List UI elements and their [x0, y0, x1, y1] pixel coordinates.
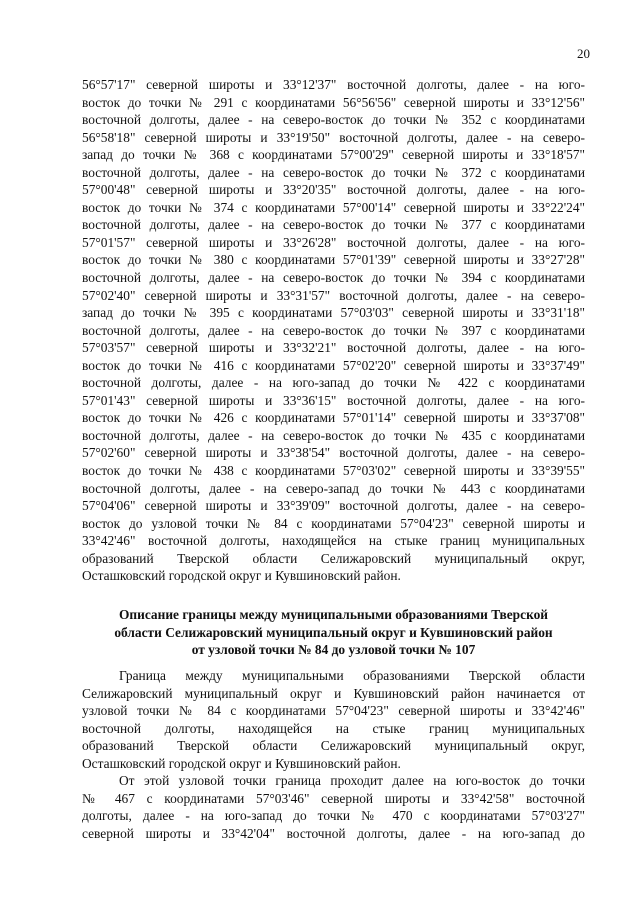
- heading-line: области Селижаровский муниципальный округ и Кувшиновский район: [114, 624, 553, 640]
- text-line: 56°58'18" северной широты и 33°19'50" восточной долготы, далее - на северо-: [82, 129, 585, 145]
- text-line: узловой точки № 84 с координатами 57°04'23" северной широты и 33°42'46": [82, 703, 585, 719]
- text-line: 57°01'57" северной широты и 33°26'28" восточной долготы, далее - на юго-: [82, 234, 585, 250]
- heading-line: Описание границы между муниципальными образованиями Тверской: [118, 607, 549, 622]
- page-number: 20: [577, 46, 590, 61]
- text-line: восток до точки № 426 с координатами 57°01'14" северной широты и 33°37'08": [82, 410, 585, 426]
- text-line: восточной долготы, далее - на северо-восток до точки № 435 с координатами: [82, 427, 585, 443]
- text-line: 57°01'43" северной широты и 33°36'15" восточной долготы, далее - на юго-: [82, 392, 585, 408]
- text-line: восточной долготы, находящейся на стыке границ муниципальных: [82, 720, 585, 736]
- text-line: северной широты и 33°42'04" восточной долготы, далее - на юго-запад до: [82, 825, 585, 841]
- text-line: образований Тверской области Селижаровский муниципальный округ,: [82, 738, 585, 754]
- text-line: восточной долготы, далее - на северо-восток до точки № 377 с координатами: [82, 217, 585, 233]
- text-line: восток до точки № 291 с координатами 56°56'56" северной широты и 33°12'56": [82, 94, 585, 110]
- paragraph-continuation: [82, 76, 585, 585]
- text-line: восток до точки № 374 с координатами 57°00'14" северной широты и 33°22'24": [82, 199, 585, 215]
- text-line: восток до точки № 416 с координатами 57°02'20" северной широты и 33°37'49": [82, 357, 585, 373]
- text-line: восток до узловой точки № 84 с координатами 57°04'23" северной широты и: [82, 515, 585, 531]
- text-line: Осташковский городской округ и Кувшиновский район.: [82, 568, 401, 584]
- section-body: [82, 667, 585, 842]
- text-line: восточной долготы, далее - на северо-восток до точки № 372 с координатами: [82, 164, 585, 180]
- text-line: восточной долготы, далее - на юго-запад до точки № 422 с координатами: [82, 375, 585, 391]
- text-line: Селижаровский муниципальный округ и Кувшиновский район начинается от: [82, 685, 585, 701]
- text-line: 57°02'40" северной широты и 33°31'57" восточной долготы, далее - на северо-: [82, 287, 585, 303]
- text-line: образований Тверской области Селижаровский муниципальный округ,: [82, 550, 585, 566]
- text-line: восточной долготы, далее - на северо-восток до точки № 352 с координатами: [82, 112, 585, 128]
- heading-line: от узловой точки № 84 до узловой точки № 107: [191, 642, 476, 658]
- text-line: восток до точки № 438 с координатами 57°03'02" северной широты и 33°39'55": [82, 463, 585, 479]
- text-line: восток до точки № 380 с координатами 57°01'39" северной широты и 33°27'28": [82, 252, 585, 268]
- text-line: 57°03'57" северной широты и 33°32'21" восточной долготы, далее - на юго-: [82, 340, 585, 356]
- text-line: 57°00'48" северной широты и 33°20'35" восточной долготы, далее - на юго-: [82, 182, 585, 198]
- text-line: Граница между муниципальными образованиями Тверской области: [119, 668, 585, 683]
- text-line: запад до точки № 368 с координатами 57°00'29" северной широты и 33°18'57": [82, 147, 585, 163]
- text-line: долготы, далее - на юго-запад до точки № 470 с координатами 57°03'27": [82, 808, 585, 824]
- text-line: восточной долготы, далее - на северо-восток до точки № 397 с координатами: [82, 322, 585, 338]
- text-line: Осташковский городской округ и Кувшиновский район.: [82, 755, 401, 771]
- text-line: запад до точки № 395 с координатами 57°03'03" северной широты и 33°31'18": [82, 305, 585, 321]
- text-line: восточной долготы, далее - на северо-восток до точки № 394 с координатами: [82, 270, 585, 286]
- text-line: 57°04'06" северной широты и 33°39'09" восточной долготы, далее - на северо-: [82, 498, 585, 514]
- section-heading: [82, 606, 585, 659]
- text-line: 57°02'60" северной широты и 33°38'54" восточной долготы, далее - на северо-: [82, 445, 585, 461]
- text-line: 56°57'17" северной широты и 33°12'37" восточной долготы, далее - на юго-: [82, 77, 585, 92]
- text-line: восточной долготы, далее - на северо-запад до точки № 443 с координатами: [82, 480, 585, 496]
- text-line: № 467 с координатами 57°03'46" северной широты и 33°42'58" восточной: [82, 790, 585, 806]
- text-line: От этой узловой точки граница проходит далее на юго-восток до точки: [119, 773, 585, 789]
- text-line: 33°42'46" восточной долготы, находящейся на стыке границ муниципальных: [82, 533, 585, 549]
